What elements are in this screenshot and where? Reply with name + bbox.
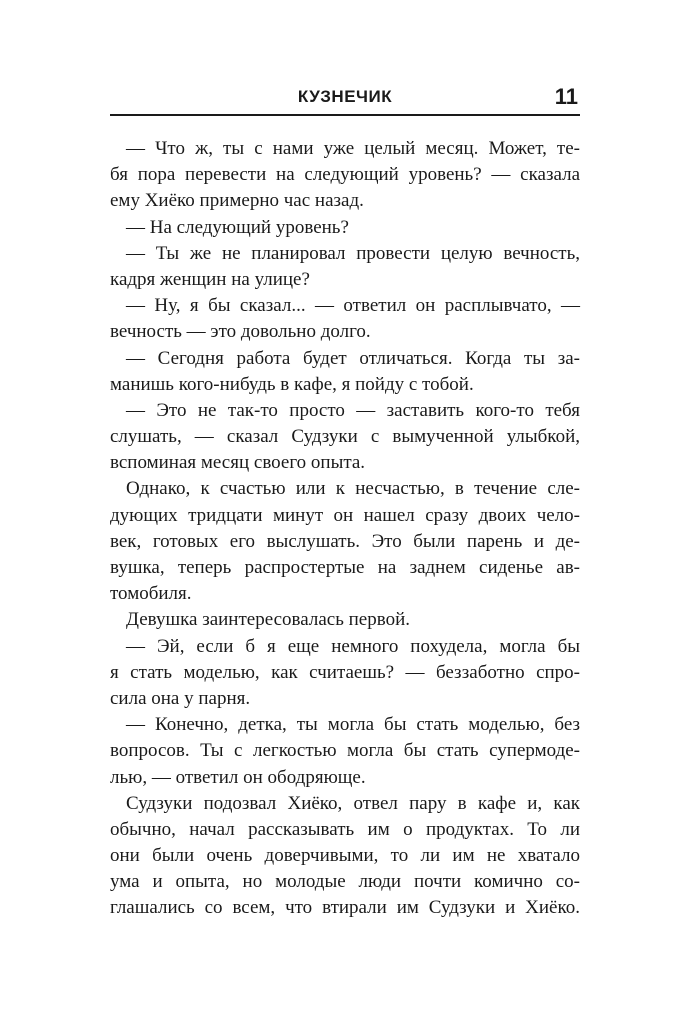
text-line: дующих тридцати минут он нашел сразу двоих чело-	[110, 504, 580, 526]
text-line: Девушка заинтересовалась первой.	[126, 609, 410, 631]
text-line: — Эй, если б я еще немного похудела, могла бы	[126, 635, 580, 657]
text-line: Судзуки подозвал Хиёко, отвел пару в кафе и, как	[126, 792, 580, 814]
text-line: сила она у парня.	[110, 687, 251, 709]
text-line: век, готовых его выслушать. Это были парень и де-	[110, 530, 580, 552]
text-line: ума и опыта, но молодые люди почти комично со-	[110, 871, 580, 893]
text-line: кадря женщин на улице?	[110, 268, 310, 290]
text-line: — Это не так-то просто — заставить кого-то тебя	[126, 399, 580, 421]
text-line: томобиля.	[110, 583, 192, 605]
text-line: ему Хиёко примерно час назад.	[110, 190, 364, 212]
text-line: манишь кого-нибудь в кафе, я пойду с тобой.	[110, 373, 474, 395]
text-line: — Ну, я бы сказал... — ответил он расплывчато, —	[126, 295, 580, 317]
text-line: — На следующий уровень?	[126, 216, 349, 238]
running-title: КУЗНЕЧИК	[297, 87, 393, 106]
text-line: вушка, теперь распростертые на заднем сиденье ав-	[110, 557, 580, 578]
text-line: они были очень доверчивыми, то ли им не хватало	[110, 845, 580, 867]
text-line: я стать моделью, как считаешь? — беззаботно спро-	[110, 661, 580, 683]
text-line: — Что ж, ты с нами уже целый месяц. Может, те-	[126, 138, 580, 159]
text-line: Однако, к счастью или к несчастью, в течение сле-	[126, 478, 580, 500]
text-line: — Сегодня работа будет отличаться. Когда ты за-	[126, 347, 580, 369]
body-text	[110, 136, 580, 922]
text-line: вспоминая месяц своего опыта.	[110, 452, 366, 474]
text-line: обычно, начал рассказывать им о продуктах. То ли	[110, 818, 580, 840]
page-number: 11	[554, 84, 578, 109]
text-line: глашались со всем, что втирали им Судзуки и Хиёко.	[110, 897, 580, 919]
text-line: лью, — ответил он ободряюще.	[110, 766, 366, 788]
text-line: вечность — это довольно долго.	[110, 321, 371, 343]
text-line: слушать, — сказал Судзуки с вымученной улыбкой,	[110, 426, 580, 448]
text-line: бя пора перевести на следующий уровень? — сказала	[110, 164, 580, 186]
text-line: вопросов. Ты с легкостью могла бы стать супермоде-	[110, 740, 580, 762]
text-line: — Конечно, детка, ты могла бы стать моделью, без	[126, 714, 580, 736]
running-header	[110, 86, 580, 116]
text-line: — Ты же не планировал провести целую вечность,	[126, 242, 580, 264]
